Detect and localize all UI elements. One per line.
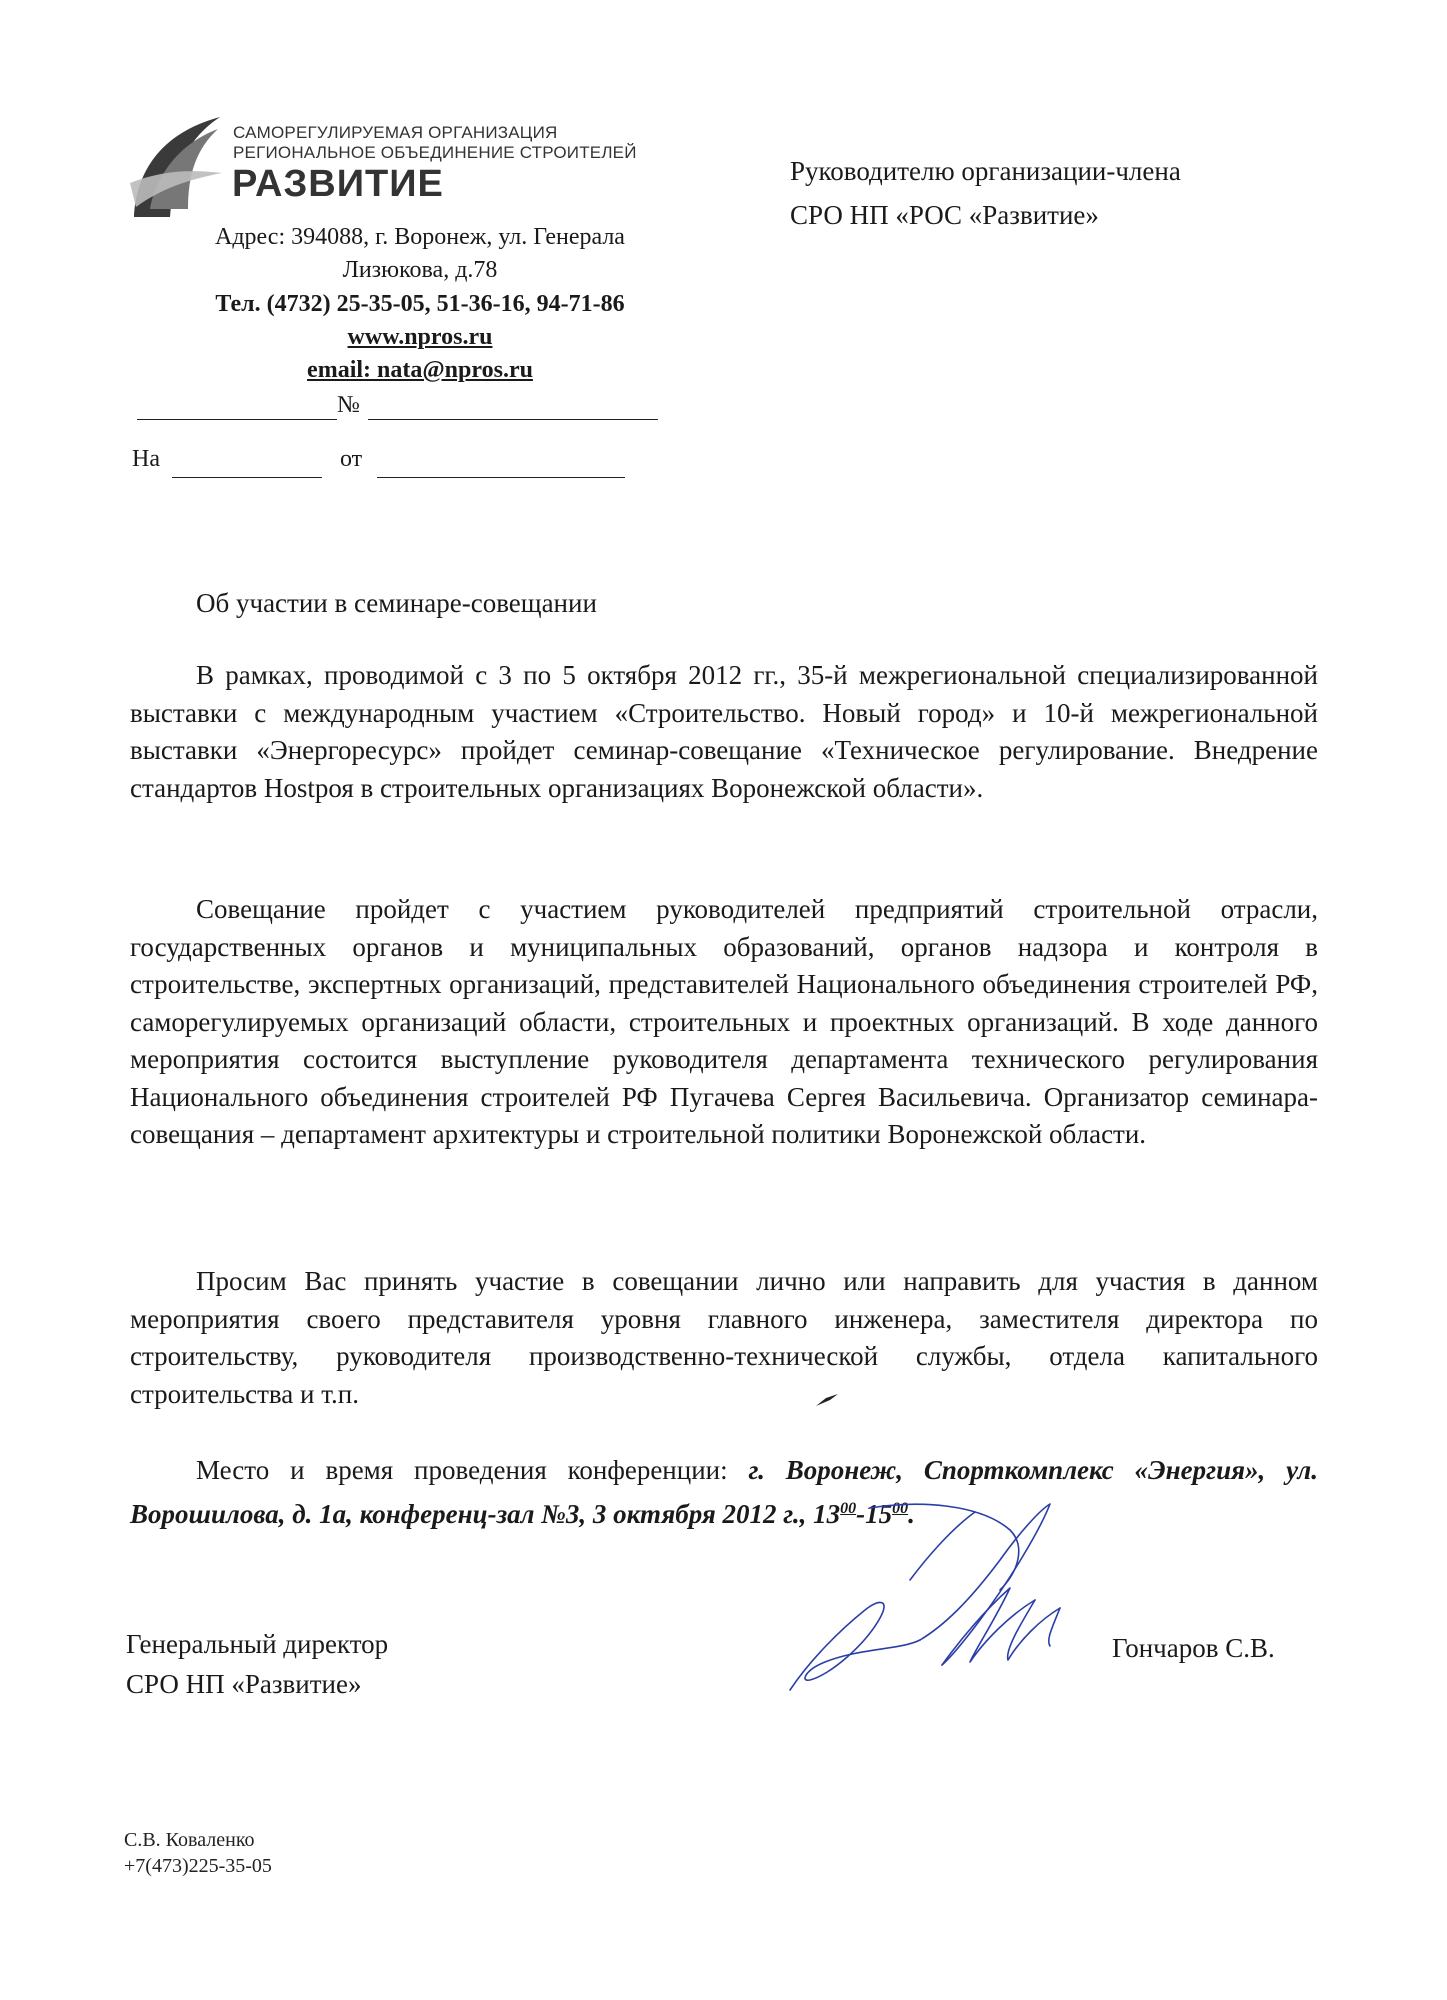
reg-date-blank <box>137 419 337 420</box>
body-paragraph-4 <box>130 1452 1318 1533</box>
time-dash: -15 <box>856 1498 893 1529</box>
ref-from-label: от <box>340 446 363 472</box>
reference-row <box>132 446 652 480</box>
executor-name: С.В. Коваленко <box>124 1829 255 1851</box>
org-logo-icon <box>130 113 222 217</box>
signer-title-line2: СРО НП «Развитие» <box>126 1669 362 1699</box>
handwritten-signature <box>770 1490 1100 1710</box>
address-line2: Лизюкова, д.78 <box>342 257 498 283</box>
addressee-line2: СРО НП «РОС «Развитие» <box>790 200 1099 230</box>
letter-subject: Об участии в семинаре-совещании <box>196 588 597 618</box>
ink-mark <box>812 1390 842 1410</box>
addressee-line1: Руководителю организации-члена <box>790 156 1181 186</box>
number-sign: № <box>337 392 360 418</box>
registration-number-row <box>135 392 655 422</box>
signer-title-line1: Генеральный директор <box>126 1629 389 1659</box>
website-link[interactable]: www.npros.ru <box>347 324 493 350</box>
ref-on-label: На <box>132 446 160 472</box>
org-name: РАЗВИТИЕ <box>232 163 444 205</box>
body-paragraph-1: В рамках, проводимой с 3 по 5 октября 2012 гг., 35-й межрегиональной специализированной выставки с международным участием «Строительство. Новый город» и 10-й межрегиональной выставки «Энергоресурс» пройдет семинар-совещание «Техническое регулирование. Внедрение стандартов Нostроя в строительных организациях Воронежской области». <box>130 660 1318 803</box>
time-end-minutes: 00 <box>892 1499 909 1517</box>
body-paragraph-2: Совещание пройдет с участием руководителей предприятий строительной отрасли, государственных органов и муниципальных образований, органов надзора и контроля в строительстве, экспертных организаций, представителей Национального объединения строителей РФ, саморегулируемых организаций области, строительных и проектных организаций. В ходе данного мероприятия состоится выступление руководителя департамента технического регулирования Национального объединения строителей РФ Пугачева Сергея Васильевича. Организатор семинара-совещания – департамент архитектуры и строительной политики Воронежской области. <box>130 894 1318 1149</box>
body-paragraph-3: Просим Вас принять участие в совещании лично или направить для участия в данном мероприятия своего представителя уровня главного инженера, заместителя директора по строительству, руководителя производственно-технической службы, отдела капитального строительства и т.п. <box>130 1266 1318 1409</box>
address-line1: Адрес: 394088, г. Воронеж, ул. Генерала <box>215 224 625 250</box>
signer-name: Гончаров С.В. <box>1112 1633 1275 1663</box>
org-line2: РЕГИОНАЛЬНОЕ ОБЪЕДИНЕНИЕ СТРОИТЕЛЕЙ <box>233 143 637 162</box>
executor-phone: +7(473)225-35-05 <box>124 1855 272 1877</box>
venue-period: . <box>908 1498 915 1529</box>
ref-number-blank <box>172 477 322 478</box>
ref-date-blank <box>377 477 625 478</box>
phone-numbers: Тел. (4732) 25-35-05, 51-36-16, 94-71-86 <box>215 291 625 317</box>
org-line1: САМОРЕГУЛИРУЕМАЯ ОРГАНИЗАЦИЯ <box>233 123 558 142</box>
reg-number-blank <box>368 419 658 420</box>
venue-intro: Место и время проведения конференции: <box>196 1455 749 1485</box>
email-link[interactable]: email: nata@npros.ru <box>307 357 533 383</box>
time-start-minutes: 00 <box>840 1499 857 1517</box>
venue-text: г. Воронеж, Спорткомплекс «Энергия», ул. Ворошилова, д. 1а, конференц-зал №3, 3 октября 2012 г., 13 <box>130 1455 1318 1529</box>
